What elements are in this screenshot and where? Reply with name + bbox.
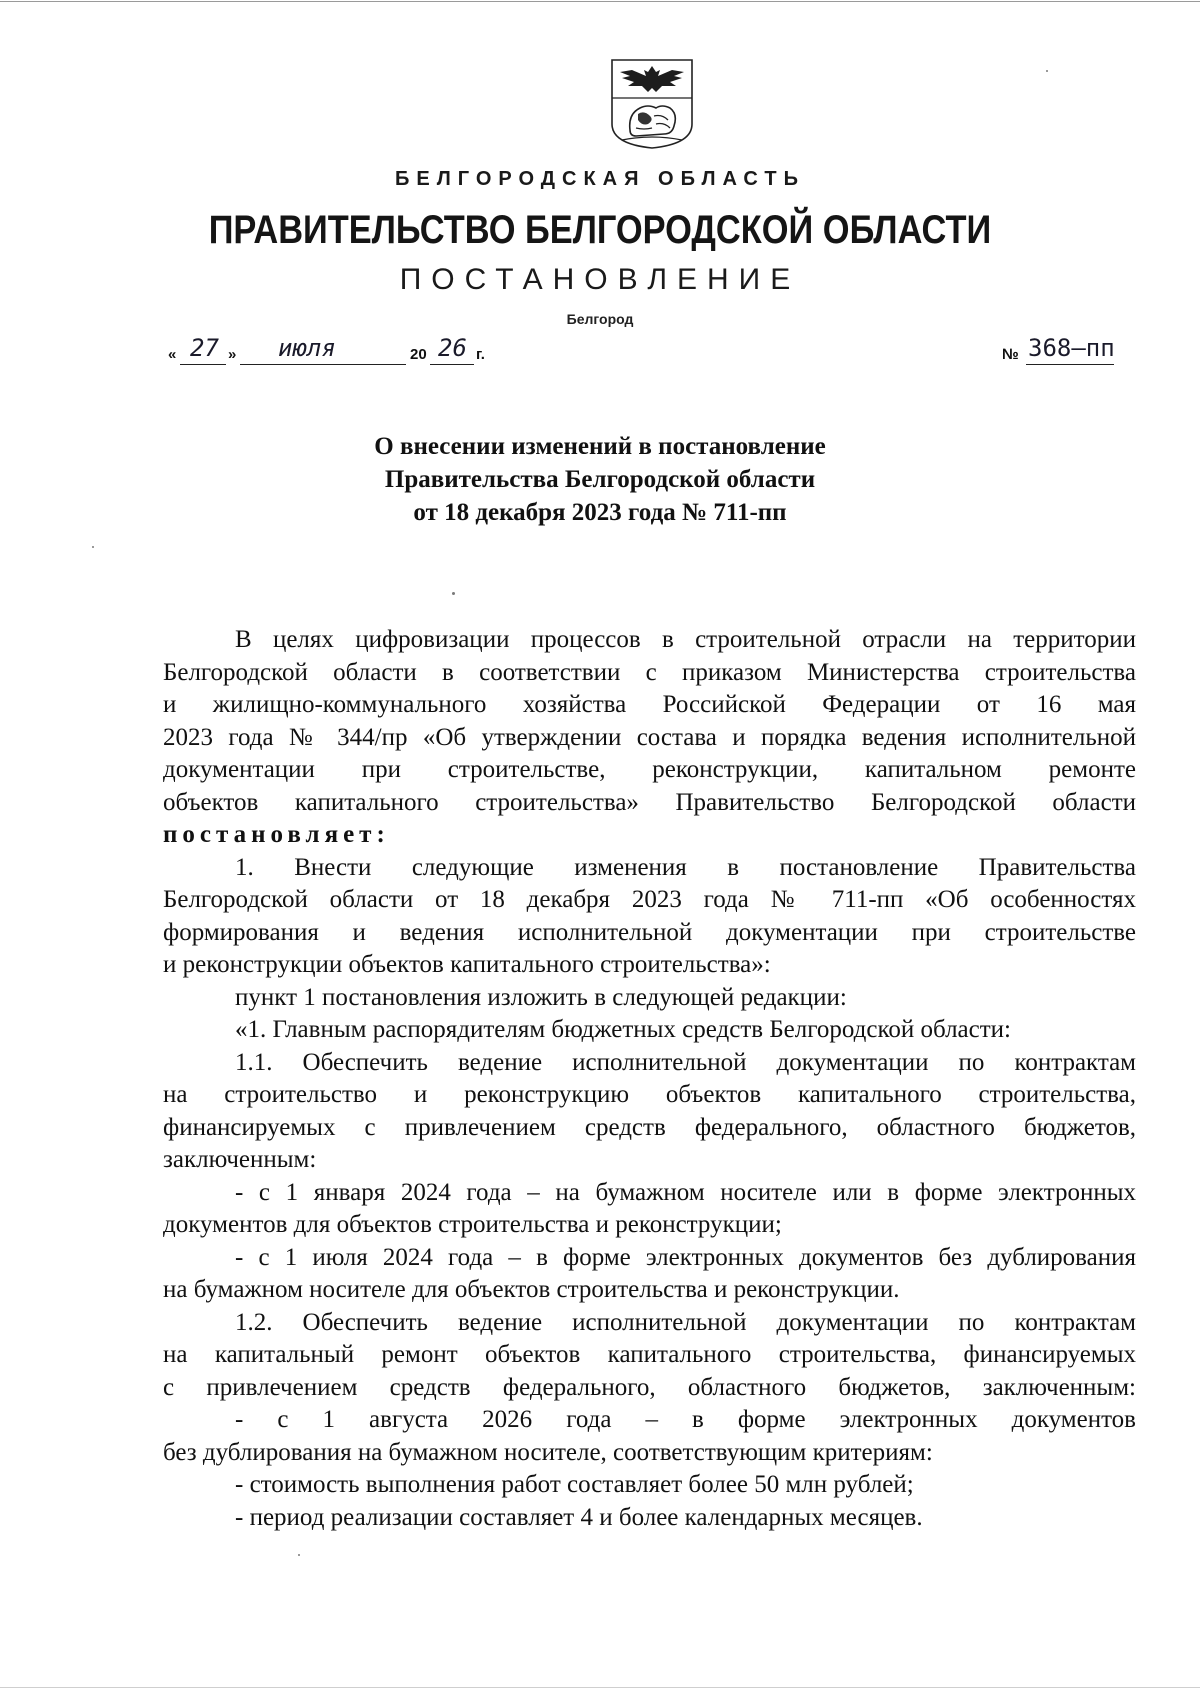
amendment-point-1: «1. Главным распорядителям бюджетных средств Белгородской области: xyxy=(235,1016,1012,1043)
city-name: Белгород xyxy=(566,311,634,327)
paragraph-preamble-line: Белгородской области в соответствии с приказом Министерства строительства xyxy=(163,658,1136,686)
region-name: БЕЛГОРОДСКАЯ ОБЛАСТЬ xyxy=(395,168,805,190)
subpoint-1-1-line: финансируемых с привлечением средств федерального, областного бюджетов, xyxy=(163,1113,1136,1141)
subpoint-1-2-line: на капитальный ремонт объектов капитального строительства, финансируемых xyxy=(163,1341,1136,1368)
item-1-line: и реконструкции объектов капитального строительства»: xyxy=(163,951,771,978)
list-item-line: - с 1 августа 2026 года – в форме электронных документов xyxy=(235,1406,1136,1433)
date-day: 27 xyxy=(190,334,219,362)
government-name: ПРАВИТЕЛЬСТВО БЕЛГОРОДСКОЙ ОБЛАСТИ xyxy=(208,208,992,252)
item-1-line: Белгородской области от 18 декабря 2023 года № 711-пп «Об особенностях xyxy=(163,886,1136,913)
number-value: 368–пп xyxy=(1028,334,1115,362)
scan-speck xyxy=(298,1554,300,1556)
year-underline xyxy=(430,364,474,365)
paragraph-preamble-line: и жилищно-коммунального хозяйства Российской Федерации от 16 мая xyxy=(163,691,1136,718)
coat-of-arms-icon xyxy=(608,58,696,150)
date-open-quote: « xyxy=(168,346,177,363)
paragraph-preamble-line: В целях цифровизации процессов в строительной отрасли на территории xyxy=(235,626,1136,653)
list-item-line: на бумажном носителе для объектов строительства и реконструкции. xyxy=(163,1276,900,1303)
number-underline xyxy=(1026,364,1114,365)
scan-speck xyxy=(1046,70,1048,72)
title-line: от 18 декабря 2023 года № 711-пп xyxy=(413,499,787,526)
title-line: Правительства Белгородской области xyxy=(384,466,816,493)
list-item-line: - с 1 июля 2024 года – в форме электронных документов без дублирования xyxy=(235,1243,1136,1271)
number-sign: № xyxy=(1002,346,1019,363)
paragraph-preamble-line: документации при строительстве, реконструкции, капитальном ремонте xyxy=(163,756,1136,783)
subpoint-1-1-line: заключенным: xyxy=(163,1146,317,1173)
paragraph-preamble-line: 2023 года № 344/пр «Об утверждении состава и порядка ведения исполнительной xyxy=(163,723,1136,751)
subpoint-1-2-line: с привлечением средств федерального, областного бюджетов, заключенным: xyxy=(163,1373,1136,1401)
month-underline xyxy=(240,364,406,365)
subpoint-1-2-line: 1.2. Обеспечить ведение исполнительной документации по контрактам xyxy=(235,1308,1136,1336)
document-type: ПОСТАНОВЛЕНИЕ xyxy=(399,263,801,296)
document-date xyxy=(168,334,1028,364)
scan-edge-bottom xyxy=(0,1687,1200,1688)
list-item-line: - с 1 января 2024 года – на бумажном носителе или в форме электронных xyxy=(235,1178,1136,1206)
criteria-item-line: - стоимость выполнения работ составляет более 50 млн рублей; xyxy=(235,1471,914,1498)
title-line: О внесении изменений в постановление xyxy=(374,433,826,460)
document-number xyxy=(1002,334,1122,366)
date-year-suffix: 26 xyxy=(438,334,467,362)
subpoint-1-1-line: 1.1. Обеспечить ведение исполнительной документации по контрактам xyxy=(235,1048,1136,1076)
day-underline xyxy=(180,364,226,365)
scan-speck xyxy=(452,592,455,595)
list-item-line: без дублирования на бумажном носителе, соответствующим критериям: xyxy=(163,1438,933,1466)
resolves-word: постановляет: xyxy=(163,821,390,848)
scan-speck xyxy=(92,546,94,548)
criteria-item-line: - период реализации составляет 4 и более календарных месяцев. xyxy=(235,1503,923,1531)
date-close-quote: » xyxy=(228,346,237,363)
item-1-line: 1. Внести следующие изменения в постановление Правительства xyxy=(235,853,1136,881)
amendment-intro-line: пункт 1 постановления изложить в следующей редакции: xyxy=(235,983,847,1011)
item-1-line: формирования и ведения исполнительной документации при строительстве xyxy=(163,918,1136,946)
subpoint-1-1-line: на строительство и реконструкцию объектов капитального строительства, xyxy=(163,1081,1136,1108)
date-month: июля xyxy=(278,334,336,362)
document-title xyxy=(0,430,1200,529)
date-year-abbr: г. xyxy=(476,346,485,363)
document-body xyxy=(163,624,1136,1534)
paragraph-preamble-line: объектов капитального строительства» Правительство Белгородской области xyxy=(163,788,1136,816)
scan-edge-top xyxy=(0,1,1200,2)
list-item-line: документов для объектов строительства и реконструкции; xyxy=(163,1211,782,1238)
date-year-prefix: 20 xyxy=(410,346,427,363)
